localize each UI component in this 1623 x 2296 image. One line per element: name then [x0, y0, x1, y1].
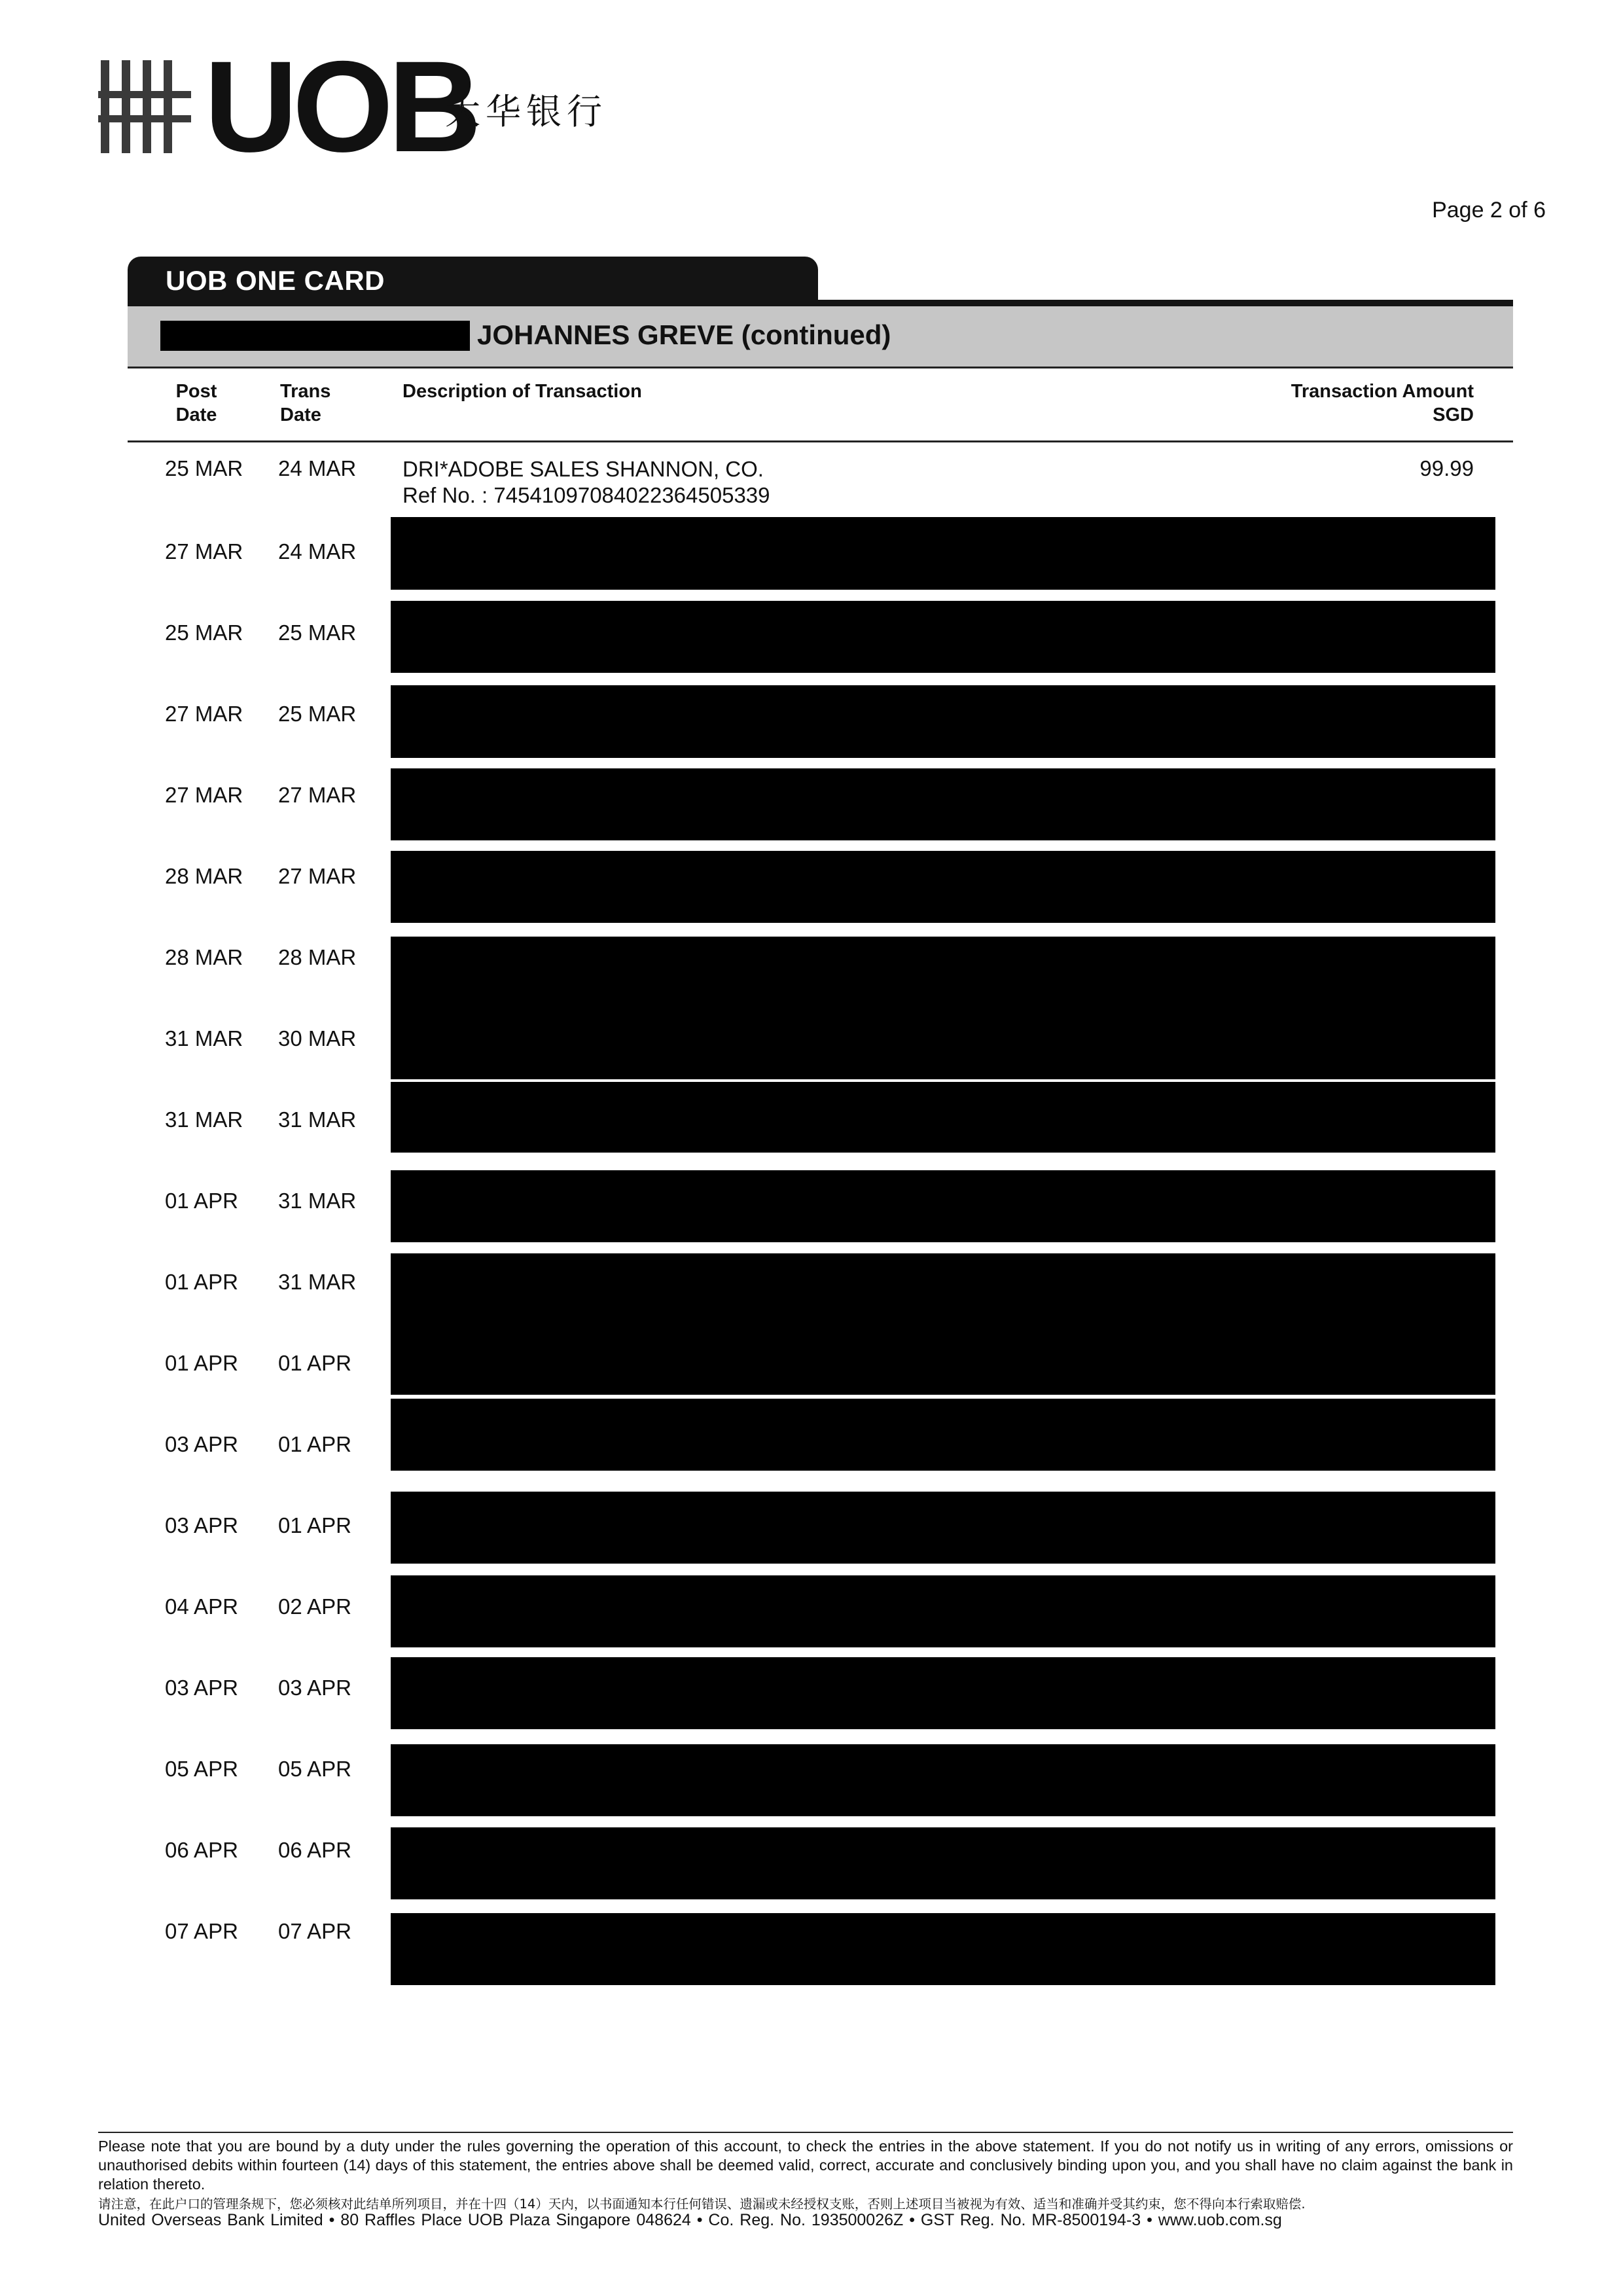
card-header-rule: [128, 300, 1513, 306]
card-product-tab: [128, 257, 818, 306]
post-date: 31 MAR: [165, 1026, 243, 1050]
trans-date: 24 MAR: [278, 539, 357, 564]
trans-date: 02 APR: [278, 1594, 351, 1619]
footer-notice-chinese: 请注意，在此户口的管理条规下，您必须核对此结单所列项目，并在十四（14）天内，以书面通知本行任何错误、遗漏或未经授权支账，否则上述项目当被视为有效、适当和准确并受其约束，您不得向本行索取赔偿.: [98, 2197, 1306, 2212]
redaction-block: [391, 851, 1495, 923]
trans-date: 01 APR: [278, 1351, 351, 1375]
post-date: 25 MAR: [165, 456, 243, 480]
trans-date: 25 MAR: [278, 620, 357, 645]
redaction-block: [391, 685, 1495, 758]
post-date: 27 MAR: [165, 783, 243, 807]
trans-date: 01 APR: [278, 1513, 351, 1537]
post-date: 28 MAR: [165, 864, 243, 888]
trans-date: 05 APR: [278, 1757, 351, 1781]
trans-date: 06 APR: [278, 1838, 351, 1862]
redaction-block: [391, 1253, 1495, 1395]
post-date: 01 APR: [165, 1270, 238, 1294]
column-header-post-date: Post Date: [175, 381, 217, 425]
column-header-amount: Transaction Amount SGD: [1291, 381, 1474, 425]
trans-date: 31 MAR: [278, 1189, 357, 1213]
logo-wordmark: UOB: [204, 34, 476, 179]
card-holder-name: JOHANNES GREVE (continued): [477, 319, 891, 350]
trans-date: 30 MAR: [278, 1026, 357, 1050]
redaction-block: [391, 1827, 1495, 1899]
redaction-block: [391, 768, 1495, 840]
trans-date: 28 MAR: [278, 945, 357, 969]
redaction-block: [391, 1170, 1495, 1242]
redaction-block: [391, 1744, 1495, 1816]
trans-date: 25 MAR: [278, 702, 357, 726]
redaction-block: [391, 517, 1495, 590]
trans-date: 31 MAR: [278, 1270, 357, 1294]
post-date: 01 APR: [165, 1189, 238, 1213]
post-date: 31 MAR: [165, 1107, 243, 1132]
redaction-block: [391, 601, 1495, 673]
trans-date: 27 MAR: [278, 783, 357, 807]
redaction-block: [391, 1492, 1495, 1564]
post-date: 27 MAR: [165, 702, 243, 726]
redaction-block: [391, 1913, 1495, 1985]
uob-logo-mark-icon: [98, 60, 191, 153]
trans-date: 01 APR: [278, 1432, 351, 1456]
post-date: 25 MAR: [165, 620, 243, 645]
post-date: 04 APR: [165, 1594, 238, 1619]
redaction-block: [391, 1657, 1495, 1729]
transaction-amount: 99.99: [1419, 456, 1474, 480]
post-date: 03 APR: [165, 1676, 238, 1700]
footer-bank-address: United Overseas Bank Limited • 80 Raffles Place UOB Plaza Singapore 048624 • Co. Reg. No. 193500026Z • GST Reg. No. MR-8500194-3 • www.uob.com.sg: [98, 2211, 1282, 2229]
trans-date: 27 MAR: [278, 864, 357, 888]
logo-chinese-name: 大华银行: [445, 91, 607, 132]
redaction-block: [391, 1575, 1495, 1647]
transaction-ref: Ref No. : 74541097084022364505339: [402, 483, 770, 507]
post-date: 01 APR: [165, 1351, 238, 1375]
trans-date: 03 APR: [278, 1676, 351, 1700]
post-date: 28 MAR: [165, 945, 243, 969]
page-indicator: Page 2 of 6: [1432, 198, 1546, 223]
column-header-trans-date: Trans Date: [280, 381, 331, 425]
post-date: 05 APR: [165, 1757, 238, 1781]
card-product-name: UOB ONE CARD: [166, 265, 385, 296]
trans-date: 24 MAR: [278, 456, 357, 480]
transaction-description: DRI*ADOBE SALES SHANNON, CO. Ref No. : 74541097084022364505339: [402, 457, 770, 507]
post-date: 03 APR: [165, 1513, 238, 1537]
redaction-block: [391, 1399, 1495, 1471]
footer-notice: Please note that you are bound by a duty under the rules governing the operation of this account, to check the entries in the above statement. If you do not notify us in writing of any errors, omissions or unauthorised debits within fourteen (14) days of this statement, the entries above shall be deemed valid, correct, accurate and conclusively binding upon you, and you shall have no claim against the bank in relation thereto.: [98, 2138, 1513, 2193]
footer-rule: [98, 2132, 1513, 2133]
redaction-block: [391, 937, 1495, 1079]
column-header-rule: [128, 440, 1513, 442]
trans-date: 07 APR: [278, 1919, 351, 1943]
post-date: 06 APR: [165, 1838, 238, 1862]
redaction-block: [391, 1082, 1495, 1153]
column-header-description: Description of Transaction: [402, 381, 642, 402]
post-date: 27 MAR: [165, 539, 243, 564]
trans-date: 31 MAR: [278, 1107, 357, 1132]
redacted-card-number: [160, 321, 470, 351]
post-date: 07 APR: [165, 1919, 238, 1943]
post-date: 03 APR: [165, 1432, 238, 1456]
